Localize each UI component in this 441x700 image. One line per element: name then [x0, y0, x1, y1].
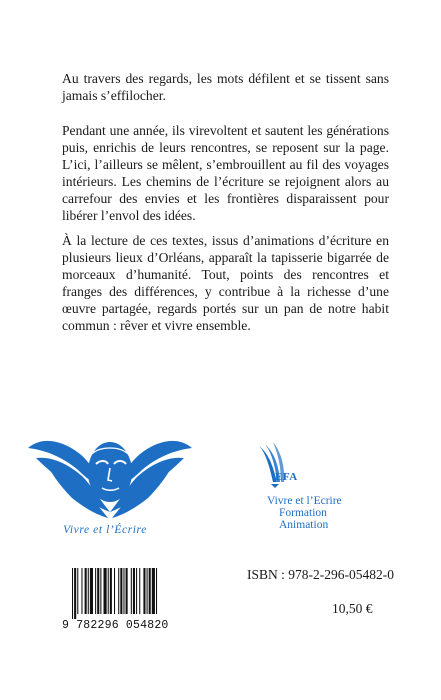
efa-line-animation: Animation — [279, 519, 329, 531]
barcode-bar — [77, 568, 78, 614]
barcode-bar — [131, 568, 132, 614]
barcode-bar — [126, 568, 128, 614]
barcode-bar — [85, 568, 87, 614]
barcode-bar — [118, 568, 119, 614]
back-cover-paragraph-3: À la lecture de ces textes, issus d’animations d’écriture en plusieurs lieux d’Orléans, apparaît la tapisserie bigarrée de morceaux d’humanité. Tout, points des rencontres et franges des différences, y contribue à la richesse d’une œuvre partagée, regards portés sur un pan de notre habit commun : rêver et vivre ensemble. — [62, 233, 389, 333]
barcode-bar — [149, 568, 151, 614]
barcode-bar — [72, 568, 73, 619]
barcode-bar — [81, 568, 82, 614]
barcode-bar — [143, 568, 145, 614]
barcode-bar — [152, 568, 155, 614]
efa-line-vivre: Vivre et l’Ecrire — [267, 495, 342, 507]
efa-line-formation: Formation — [279, 507, 327, 519]
barcode-bar — [114, 568, 115, 614]
barcode-bar — [90, 568, 93, 614]
barcode-bar — [108, 568, 109, 614]
barcode-bar — [95, 568, 96, 614]
barcode-bar — [100, 568, 101, 614]
vivre-et-lecrire-logo — [22, 430, 198, 548]
vivre-logo-caption: Vivre et l’Écrire — [63, 524, 147, 536]
back-cover-paragraph-2: Pendant une année, ils virevoltent et sautent les générations puis, enrichis de leurs rencontres, se reposent sur la page. L’ici, l’ailleurs se mêlent, s’embrouillent au fil des voyages intérieurs. Les chemins de l’écriture se rejoignent alors au carrefour des envies et les frontières disparaissent pour libérer l’envol des idées. — [62, 123, 389, 223]
barcode-bar — [136, 568, 137, 614]
barcode-bar — [110, 568, 112, 614]
barcode-bar — [74, 568, 76, 619]
barcode-bar — [104, 568, 107, 614]
barcode-bars — [71, 568, 195, 619]
back-cover-paragraph-1: Au travers des regards, les mots défilent et se tissent sans jamais s’effilocher. — [62, 71, 389, 103]
barcode-bar — [133, 568, 135, 614]
isbn-number: ISBN : 978-2-296-05482-0 — [247, 567, 394, 582]
barcode-digits: 9 782296 054820 — [62, 619, 169, 632]
efa-acronym: EFA — [275, 471, 298, 483]
winged-face-logo-icon — [22, 430, 198, 526]
barcode-bar — [147, 568, 148, 614]
efa-logo — [255, 442, 395, 542]
price: 10,50 € — [332, 601, 373, 616]
barcode-bar — [139, 568, 140, 614]
barcode-bar — [88, 568, 89, 614]
ean-barcode — [62, 568, 198, 640]
barcode-bar — [156, 568, 157, 614]
barcode-bar — [120, 568, 122, 614]
barcode-bar — [123, 568, 124, 614]
barcode-bar — [97, 568, 99, 614]
